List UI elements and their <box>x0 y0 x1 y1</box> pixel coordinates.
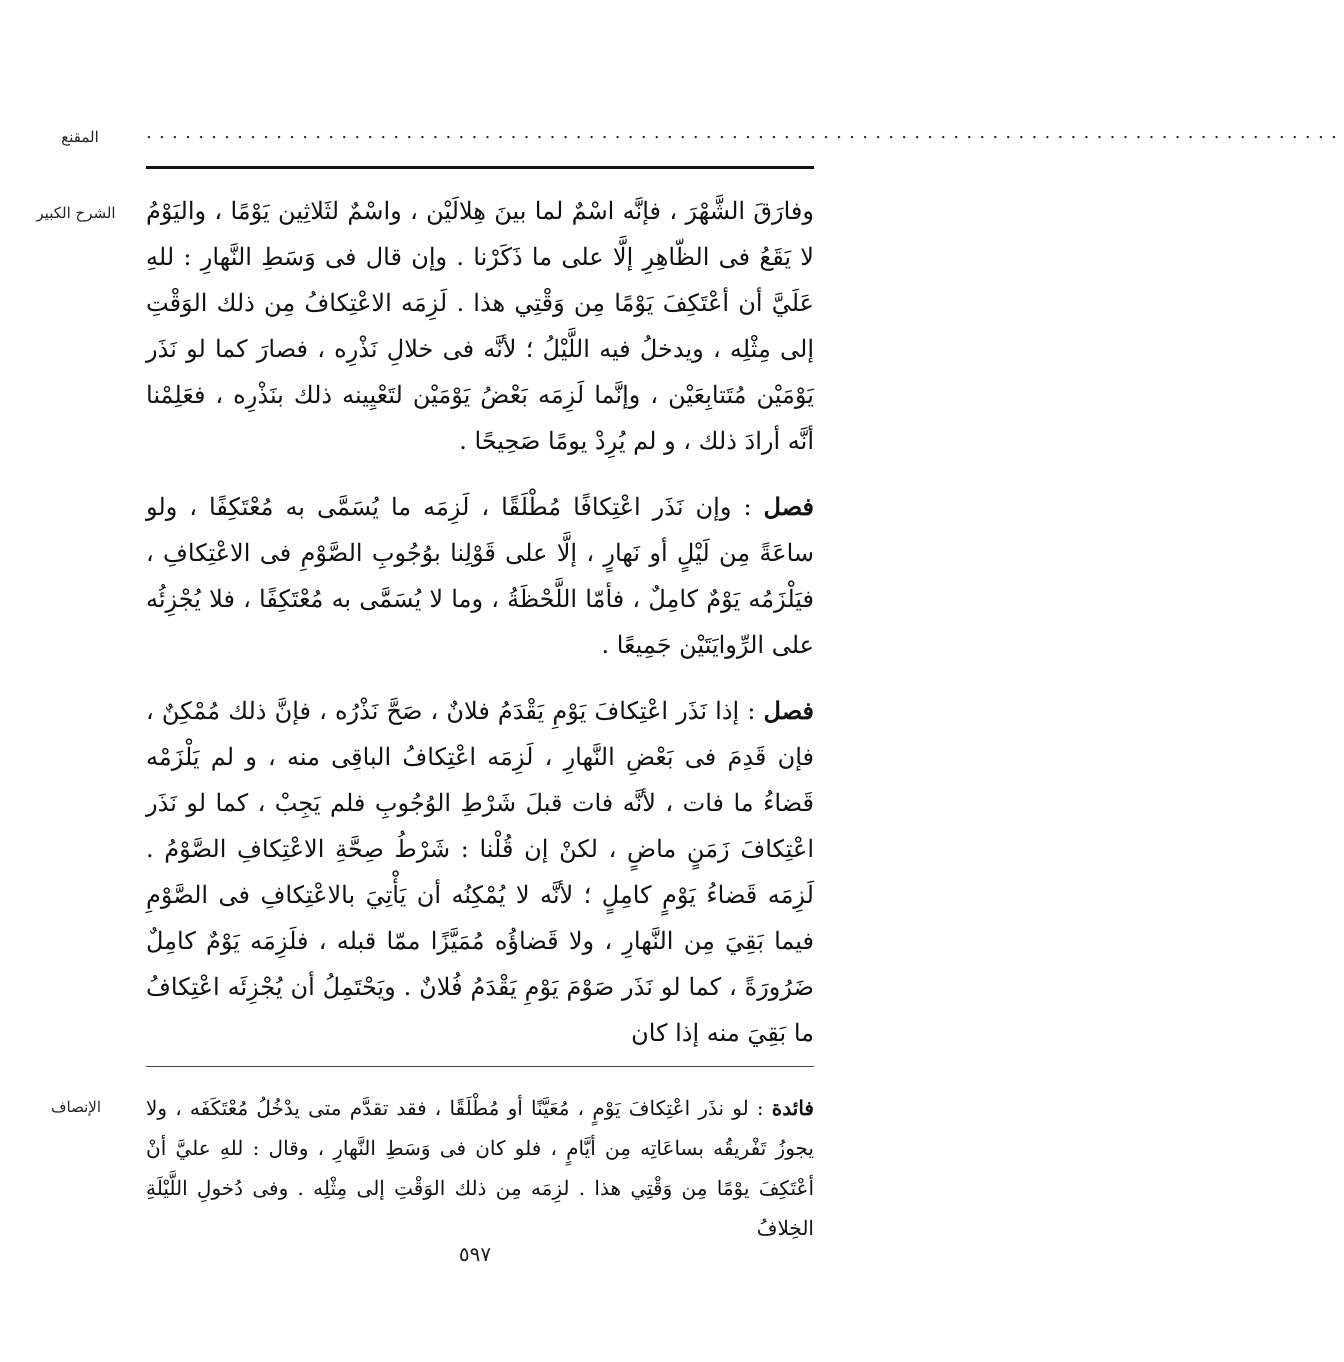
main-text <box>146 188 814 1056</box>
paragraph-1: وفارَقَ الشَّهْرَ ، فإنَّه اسْمٌ لما بينَ هِلالَيْن ، واسْمٌ لثَلاثِين يَوْمًا ، واليَوْمُ لا يَقَعُ فى الظّاهِرِ إلَّا على ما ذَكَرْنا . وإن قال فى وَسَطِ النَّهارِ : للهِ عَلَيَّ أن أعْتَكِفَ يَوْمًا مِن وَقْتِي هذا . لَزِمَه الاعْتِكافُ مِن ذلك الوَقْتِ إلى مِثْلِه ، ويدخلُ فيه اللَّيْلُ ؛ لأنَّه فى خلالِ نَذْرِه ، فصارَ كما لو نَذَر يَوْمَيْن مُتَتابِعَيْن ، وإنَّما لَزِمَه بَعْضُ يَوْمَيْن لتَعْيِينه ذلك بنَذْرِه ، فعَلِمْنا أنَّه أرادَ ذلك ، و لم يُرِدْ يومًا صَحِيحًا . <box>146 197 814 455</box>
footnote-label: فائدة <box>771 1096 814 1120</box>
paragraph-2 <box>146 484 814 668</box>
side-label-insaf: الإنصاف <box>50 1098 102 1116</box>
side-label-sharh: الشرح الكبير <box>36 204 116 222</box>
footnote-text: : لو نذَر اعْتِكافَ يَوْمٍ ، مُعَيَّنًا أو مُطْلَقًا ، فقد تقدَّم متى يدْخُلُ مُعْتَكَفَه ، ولا يجوزُ تَفْريقُه بساعَاتِه مِن أيَّامٍ ، فلو كان فى وَسَطِ النَّهارِ ، وقال : للهِ عليَّ أنْ أعْتَكِفَ يوْمًا مِن وَقْتِي هذا . لزِمَه مِن ذلك الوَقْتِ إلى مِثْلِه . وفى دُخولِ اللَّيْلَةِ الخِلافُ <box>146 1096 814 1240</box>
header-dotted-rule: ............................................................................................ <box>146 122 1344 143</box>
header-rule <box>146 166 814 169</box>
paragraph-2-text: : وإن نَذَر اعْتِكافًا مُطْلَقًا ، لَزِمَه ما يُسَمَّى به مُعْتَكِفًا ، ولو ساعَةً مِن لَيْلٍ أو نَهارٍ ، إلَّا على قَوْلِنا بوُجُوبِ الصَّوْمِ فى الاعْتِكافِ ، فيَلْزَمُه يَوْمٌ كامِلٌ ، فأمّا اللَّحْظَةُ ، وما لا يُسَمَّى به مُعْتَكِفًا ، فلا يُجْزِئُه على الرِّوايَتَيْن جَمِيعًا . <box>146 493 814 659</box>
paragraph-3 <box>146 688 814 1056</box>
section-label: فصل <box>763 696 814 725</box>
section-label: فصل <box>763 492 814 521</box>
running-title: المقنع <box>61 128 99 146</box>
page-number: ٥٩٧ <box>458 1242 492 1266</box>
paragraph-3-text: : إذا نَذَر اعْتِكافَ يَوْمِ يَقْدَمُ فلانٌ ، صَحَّ نَذْرُه ، فإنَّ ذلك مُمْكِنٌ ، فإن قَدِمَ فى بَعْضِ النَّهارِ ، لَزِمَه اعْتِكافُ الباقِى منه ، و لم يَلْزَمْه قَضاءُ ما فات ، لأنَّه فات قبلَ شَرْطِ الوُجُوبِ فلم يَجِبْ ، كما لو نَذَر اعْتِكافَ زَمَنٍ ماضٍ ، لكنْ إن قُلْنا : شَرْطُ صِحَّةِ الاعْتِكافِ الصَّوْمُ . لَزِمَه قَضاءُ يَوْمٍ كامِلٍ ؛ لأنَّه لا يُمْكِنُه أن يَأْتِيَ بالاعْتِكافِ فى الصَّوْمِ فيما بَقِيَ مِن النَّهارِ ، ولا قَضاؤُه مُمَيَّزًا ممّا قبله ، فلَزِمَه يَوْمٌ كامِلٌ ضَرُورَةً ، كما لو نَذَر صَوْمَ يَوْمِ يَقْدَمُ فُلانٌ . ويَحْتَمِلُ أن يُجْزِئَه اعْتِكافُ ما بَقِيَ منه إذا كان <box>146 697 814 1047</box>
footnote <box>146 1088 814 1248</box>
footnote-rule <box>146 1066 814 1067</box>
footnote-paragraph <box>146 1088 814 1248</box>
